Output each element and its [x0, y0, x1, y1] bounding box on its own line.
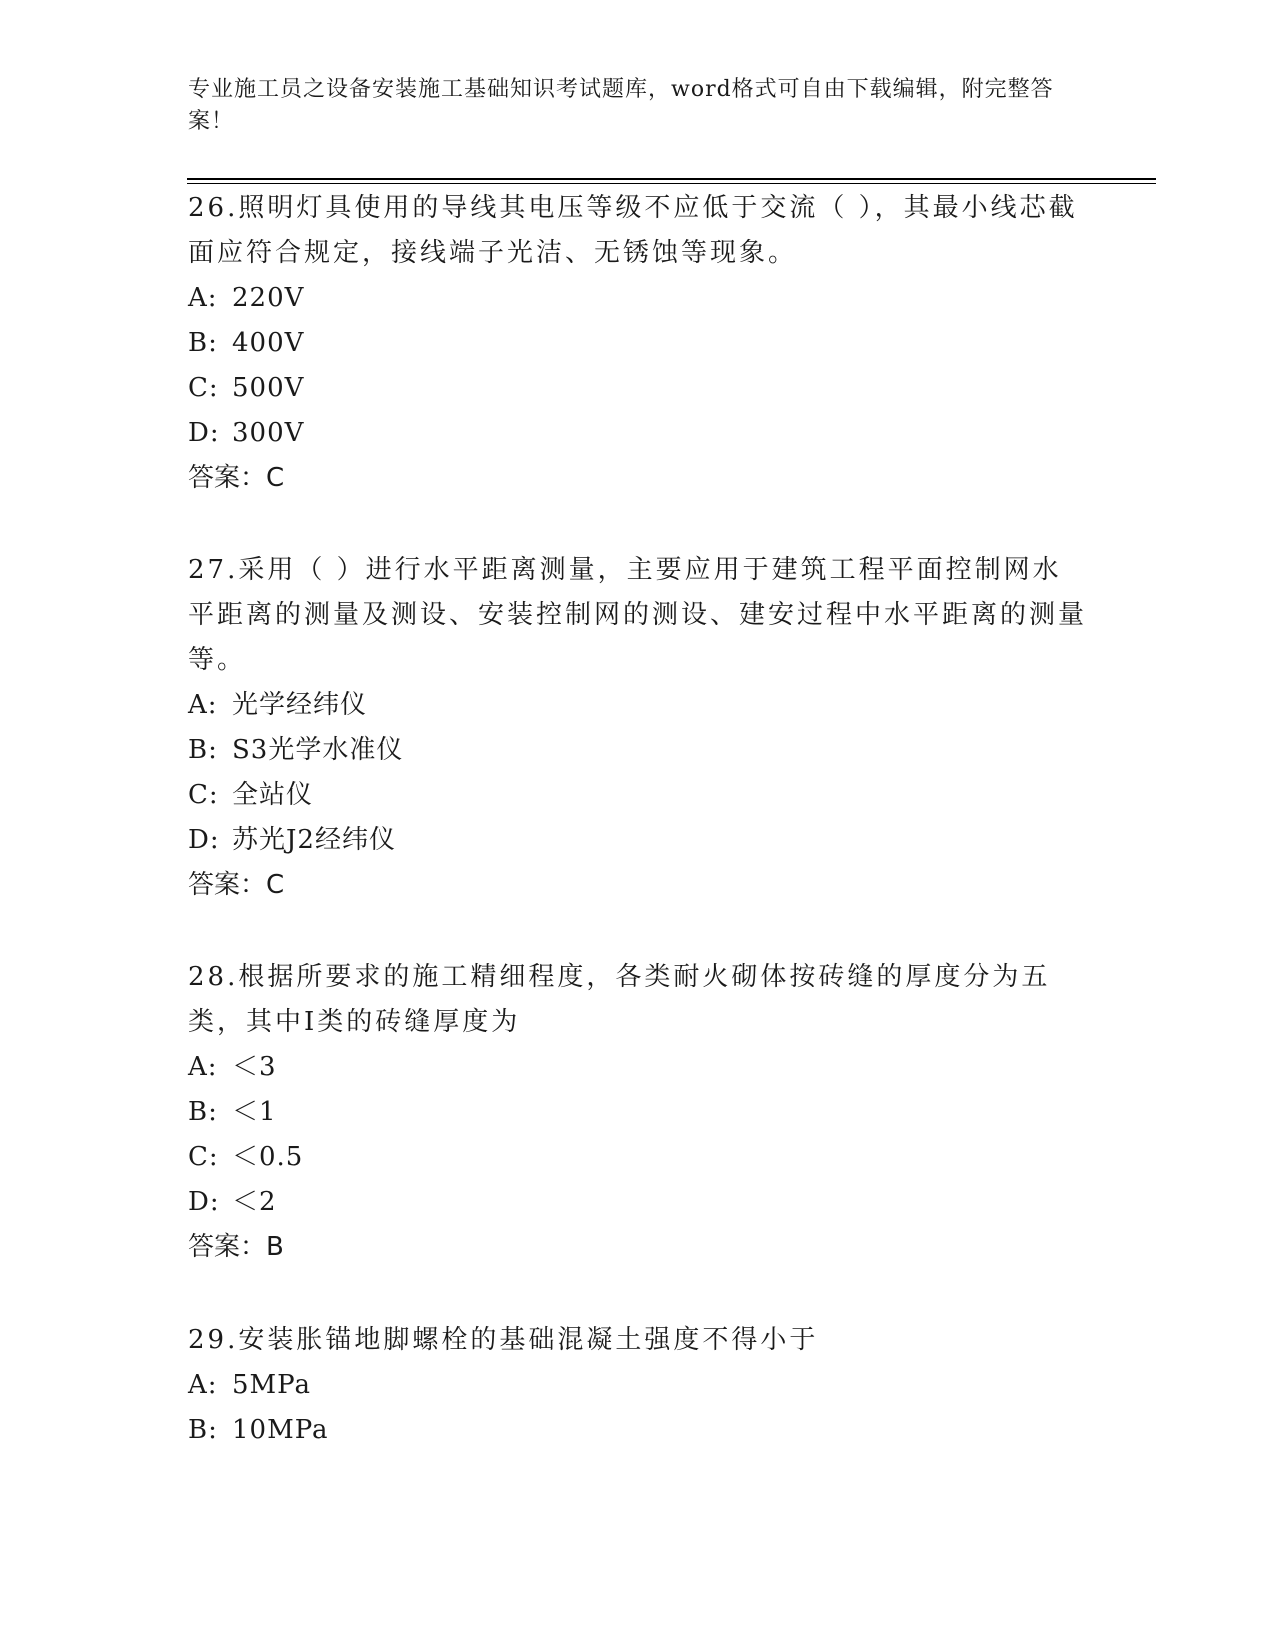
option-text: 300V — [232, 418, 305, 448]
answer-line: 答案：B — [188, 1232, 284, 1262]
option-label: D: — [188, 825, 220, 855]
option-label: B: — [188, 735, 218, 765]
question-29 — [188, 1318, 1088, 1453]
option-text: 光学经纬仪 — [232, 690, 368, 720]
answer-line: 答案：C — [188, 463, 285, 493]
option-b — [188, 728, 1088, 773]
option-b — [188, 1408, 1088, 1453]
option-label: A: — [188, 283, 218, 313]
option-label: D: — [188, 418, 220, 448]
option-label: C: — [188, 1142, 219, 1172]
option-d — [188, 818, 1088, 863]
option-label: C: — [188, 373, 219, 403]
option-c — [188, 773, 1088, 818]
option-text: ＜0.5 — [232, 1142, 304, 1172]
option-b — [188, 321, 1088, 366]
question-28 — [188, 955, 1088, 1270]
answer-line: 答案：C — [188, 870, 285, 900]
option-label: C: — [188, 780, 219, 810]
option-label: A: — [188, 1370, 218, 1400]
option-text: 10MPa — [232, 1415, 329, 1445]
option-a — [188, 1045, 1088, 1090]
document-header: 专业施工员之设备安装施工基础知识考试题库，word格式可自由下载编辑，附完整答案！ — [188, 77, 1054, 134]
question-text: 26.照明灯具使用的导线其电压等级不应低于交流（ ），其最小线芯截面应符合规定，接线端子光洁、无锈蚀等现象。 — [188, 193, 1078, 268]
option-d — [188, 411, 1088, 456]
option-b — [188, 1090, 1088, 1135]
option-a — [188, 276, 1088, 321]
option-text: 220V — [232, 283, 305, 313]
option-label: D: — [188, 1187, 220, 1217]
question-27 — [188, 548, 1088, 908]
option-label: B: — [188, 328, 218, 358]
option-c — [188, 366, 1088, 411]
question-26 — [188, 186, 1088, 501]
question-text: 28.根据所要求的施工精细程度，各类耐火砌体按砖缝的厚度分为五类，其中I类的砖缝厚度为 — [188, 962, 1051, 1037]
option-a — [188, 1363, 1088, 1408]
option-text: 500V — [232, 373, 305, 403]
option-a — [188, 683, 1088, 728]
header-divider — [187, 178, 1156, 180]
option-text: ＜1 — [232, 1097, 277, 1127]
option-text: 400V — [232, 328, 305, 358]
option-label: B: — [188, 1097, 218, 1127]
option-text: S3光学水准仪 — [232, 735, 404, 765]
option-text: 苏光J2经纬仪 — [232, 825, 396, 855]
option-label: A: — [188, 690, 218, 720]
option-text: 5MPa — [232, 1370, 311, 1400]
question-text: 27.采用（ ）进行水平距离测量，主要应用于建筑工程平面控制网水平距离的测量及测设、安装控制网的测设、建安过程中水平距离的测量等。 — [188, 555, 1088, 675]
option-label: A: — [188, 1052, 218, 1082]
option-text: ＜3 — [232, 1052, 277, 1082]
option-text: ＜2 — [232, 1187, 277, 1217]
header-divider-thin — [187, 183, 1156, 184]
option-c — [188, 1135, 1088, 1180]
option-text: 全站仪 — [232, 780, 314, 810]
question-text: 29.安装胀锚地脚螺栓的基础混凝土强度不得小于 — [188, 1325, 819, 1355]
option-d — [188, 1180, 1088, 1225]
option-label: B: — [188, 1415, 218, 1445]
